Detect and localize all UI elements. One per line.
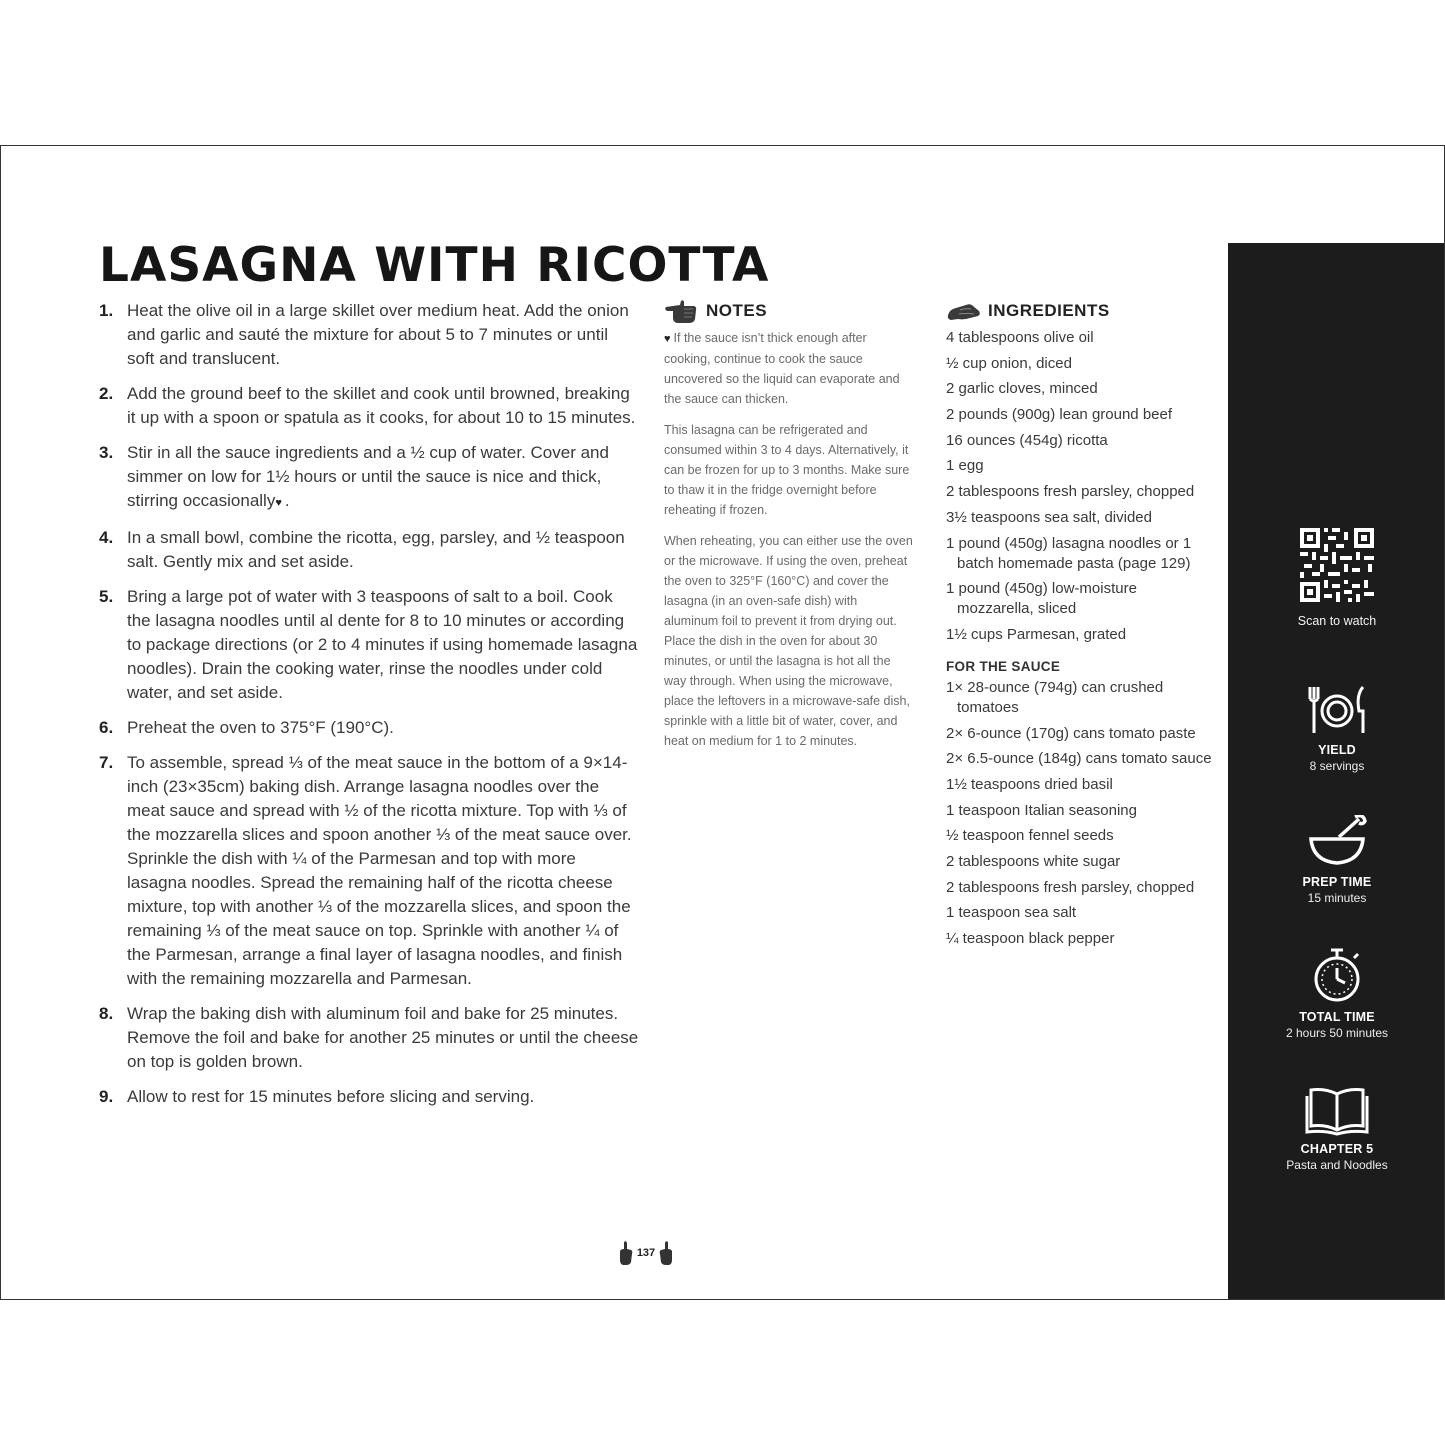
step-text-suffix: . bbox=[284, 491, 290, 510]
step-text: Allow to rest for 15 minutes before slicing and serving. bbox=[127, 1087, 535, 1106]
pointing-hand-left-icon bbox=[618, 1240, 634, 1266]
step-number: 4. bbox=[99, 528, 114, 547]
step-text: Heat the olive oil in a large skillet over medium heat. Add the onion and garlic and sauté the mixture for about 5 to 7 minutes or until soft and translucent. bbox=[127, 301, 629, 368]
list-item: 2× 6-ounce (170g) cans tomato paste bbox=[946, 724, 1196, 742]
qr-block[interactable] bbox=[1228, 528, 1445, 628]
list-item: ¼ teaspoon black pepper bbox=[946, 930, 1115, 948]
ingredients-section bbox=[946, 296, 1216, 955]
step-number: 5. bbox=[99, 587, 114, 606]
notes-section bbox=[664, 296, 914, 762]
list-item bbox=[99, 382, 639, 430]
list-item: 2 tablespoons white sugar bbox=[946, 853, 1121, 870]
step-number: 3. bbox=[99, 443, 114, 462]
pointing-hand-icon bbox=[664, 297, 700, 325]
recipe-info-sidebar bbox=[1228, 243, 1445, 1300]
list-item: 1½ teaspoons dried basil bbox=[946, 775, 1113, 793]
chapter-block[interactable] bbox=[1228, 1086, 1445, 1172]
list-item: ½ cup onion, diced bbox=[946, 354, 1072, 372]
stopwatch-icon bbox=[1309, 946, 1365, 1004]
notes-header bbox=[664, 296, 914, 326]
page-number-footer bbox=[613, 1238, 679, 1268]
step-number: 6. bbox=[99, 718, 114, 737]
list-item: 16 ounces (454g) ricotta bbox=[946, 431, 1108, 449]
step-number: 1. bbox=[99, 301, 114, 320]
yield-block bbox=[1228, 681, 1445, 773]
step-number: 2. bbox=[99, 384, 114, 403]
qr-code-icon[interactable] bbox=[1300, 528, 1374, 602]
step-text: Preheat the oven to 375°F (190°C). bbox=[127, 718, 394, 737]
plate-fork-knife-icon bbox=[1305, 681, 1369, 737]
page-title: LASAGNA WITH RICOTTA bbox=[99, 238, 770, 293]
note-paragraph bbox=[664, 328, 914, 409]
list-item: 2 pounds (900g) lean ground beef bbox=[946, 406, 1173, 424]
prep-time-value: 15 minutes bbox=[1307, 891, 1367, 905]
total-time-block bbox=[1228, 946, 1445, 1040]
note-paragraph: This lasagna can be refrigerated and consumed within 3 to 4 days. Alternatively, it can be frozen for up to 3 months. Make sure to thaw it in the fridge overnight before reheating if frozen. bbox=[664, 423, 910, 517]
list-item bbox=[99, 585, 639, 705]
list-item: 2 tablespoons fresh parsley, chopped bbox=[946, 878, 1195, 896]
prep-time-block bbox=[1228, 815, 1445, 905]
yield-value: 8 servings bbox=[1309, 759, 1365, 773]
list-item: 1 pound (450g) low-moisture mozzarella, sliced bbox=[946, 580, 1137, 618]
note-paragraph: When reheating, you can either use the oven or the microwave. If using the oven, preheat the oven to 325°F (160°C) and cover the lasagna (in an oven-safe dish) with aluminum foil to prevent it from drying out. Place the dish in the oven for about 30 minutes, or until the lasagna is hot all the way through. When using the microwave, place the leftovers in a microwave-safe dish, sprinkle with a little bit of water, cover, and heat on medium for 1 to 2 minutes. bbox=[664, 534, 913, 748]
chapter-value: Pasta and Noodles bbox=[1286, 1158, 1388, 1172]
step-text: Add the ground beef to the skillet and cook until browned, breaking it up with a spoon or spatula as it cooks, for about 10 to 15 minutes. bbox=[127, 384, 636, 427]
list-item: 2× 6.5-ounce (184g) cans tomato sauce bbox=[946, 750, 1212, 768]
recipe-page bbox=[0, 145, 1445, 1300]
open-book-icon bbox=[1305, 1086, 1369, 1136]
list-item bbox=[99, 441, 639, 515]
step-number: 8. bbox=[99, 1004, 114, 1023]
list-item: 1 teaspoon Italian seasoning bbox=[946, 801, 1137, 819]
sauce-ingredient-list bbox=[946, 678, 1216, 949]
list-item bbox=[99, 1002, 639, 1074]
list-item: 3½ teaspoons sea salt, divided bbox=[946, 508, 1152, 526]
list-item bbox=[99, 1085, 639, 1109]
ingredients-header bbox=[946, 296, 1216, 326]
gloved-hand-icon bbox=[946, 297, 982, 325]
heart-icon: ♥ bbox=[275, 497, 282, 509]
list-item bbox=[99, 716, 639, 740]
heart-icon: ♥ bbox=[664, 333, 671, 345]
bowl-whisk-icon bbox=[1305, 815, 1369, 869]
list-item bbox=[99, 751, 639, 991]
list-item: 1 egg bbox=[946, 457, 984, 475]
ingredients-heading: INGREDIENTS bbox=[988, 301, 1110, 320]
prep-time-label: PREP TIME bbox=[1302, 875, 1372, 889]
ingredient-list bbox=[946, 328, 1216, 645]
total-time-label: TOTAL TIME bbox=[1299, 1010, 1375, 1024]
steps-list bbox=[99, 299, 639, 1120]
yield-label: YIELD bbox=[1318, 743, 1356, 757]
step-text: In a small bowl, combine the ricotta, egg, parsley, and ½ teaspoon salt. Gently mix and set aside. bbox=[127, 528, 625, 571]
notes-heading: NOTES bbox=[706, 301, 768, 320]
step-text-wrap bbox=[127, 441, 639, 515]
list-item: 1 teaspoon sea salt bbox=[946, 904, 1077, 922]
page-number: 137 bbox=[636, 1247, 656, 1259]
list-item bbox=[99, 526, 639, 574]
list-item bbox=[99, 299, 639, 371]
step-text: To assemble, spread ⅓ of the meat sauce in the bottom of a 9×14-inch (23×35cm) baking dish. Arrange lasagna noodles over the meat sauce and spread with ½ of the ricotta mixture. Top with ⅓ of the mozzarella slices and spoon another ⅓ of the meat sauce over. Sprinkle the dish with ¼ of the Parmesan and top with more lasagna noodles. Spread the remaining half of the ricotta cheese mixture, top with another ⅓ of the mozzarella slices, and spoon the remaining ⅓ of the meat sauce on top. Sprinkle with another ¼ of the Parmesan, arrange a final layer of lasagna noodles, and finish with the remaining mozzarella and Parmesan. bbox=[127, 753, 632, 988]
list-item: 4 tablespoons olive oil bbox=[946, 329, 1094, 346]
step-number: 7. bbox=[99, 753, 114, 772]
scan-label: Scan to watch bbox=[1297, 614, 1377, 628]
step-number: 9. bbox=[99, 1087, 114, 1106]
total-time-value: 2 hours 50 minutes bbox=[1285, 1026, 1389, 1040]
step-text: Wrap the baking dish with aluminum foil and bake for 25 minutes. Remove the foil and bake for another 25 minutes or until the cheese on top is golden brown. bbox=[127, 1004, 639, 1071]
pointing-hand-right-icon bbox=[658, 1240, 674, 1266]
list-item: 1 pound (450g) lasagna noodles or 1 batch homemade pasta (page 129) bbox=[946, 534, 1192, 572]
step-text: Stir in all the sauce ingredients and a ½ cup of water. Cover and simmer on low for 1½ hours or until the sauce is nice and thick, stirring occasionally bbox=[127, 443, 609, 510]
list-item: 2 garlic cloves, minced bbox=[946, 380, 1098, 398]
note-text: If the sauce isn’t thick enough after cooking, continue to cook the sauce uncovered so the liquid can evaporate and the sauce can thicken. bbox=[664, 331, 900, 406]
list-item: 2 tablespoons fresh parsley, chopped bbox=[946, 483, 1195, 501]
list-item: 1× 28-ounce (794g) can crushed tomatoes bbox=[946, 678, 1164, 716]
chapter-label: CHAPTER 5 bbox=[1300, 1142, 1374, 1156]
sauce-heading: FOR THE SAUCE bbox=[946, 658, 1061, 674]
list-item: ½ teaspoon fennel seeds bbox=[946, 827, 1114, 845]
notes-body bbox=[664, 328, 914, 751]
step-text: Bring a large pot of water with 3 teaspoons of salt to a boil. Cook the lasagna noodles until al dente for 8 to 10 minutes or according to package directions (or 2 to 4 minutes if using homemade lasagna noodles). Drain the cooking water, rinse the noodles under cold water, and set aside. bbox=[127, 587, 638, 702]
list-item: 1½ cups Parmesan, grated bbox=[946, 625, 1127, 643]
